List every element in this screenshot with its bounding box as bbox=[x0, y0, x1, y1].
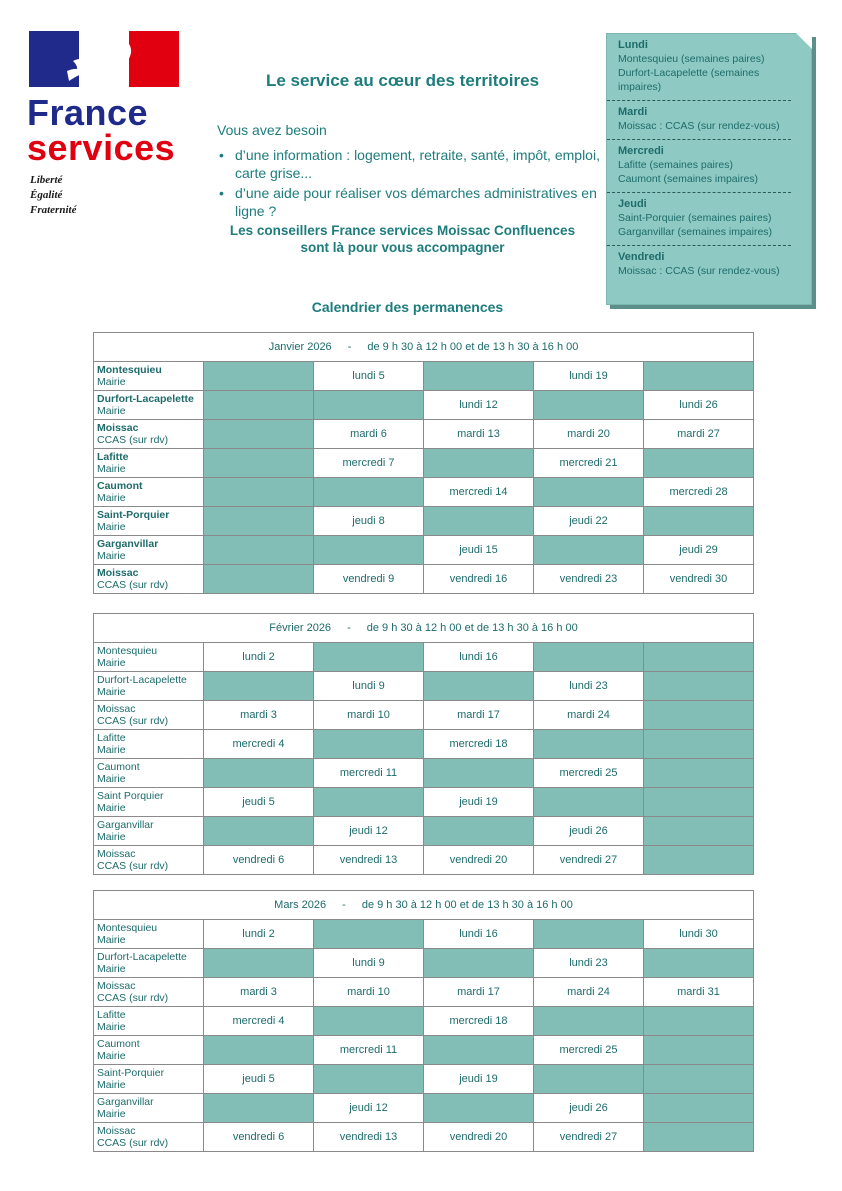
empty-slot-cell bbox=[204, 1094, 314, 1123]
location-name: Garganvillar bbox=[97, 538, 159, 550]
table-row bbox=[94, 672, 754, 701]
empty-slot-cell bbox=[644, 1123, 754, 1152]
empty-slot-cell bbox=[644, 1065, 754, 1094]
empty-slot-cell bbox=[534, 920, 644, 949]
location-cell bbox=[94, 565, 204, 594]
schedule-block-1 bbox=[607, 101, 791, 140]
empty-slot-cell bbox=[644, 759, 754, 788]
empty-slot-cell bbox=[644, 949, 754, 978]
location-name: Lafitte bbox=[97, 451, 129, 463]
date-cell: mardi 24 bbox=[534, 701, 644, 730]
location-venue: CCAS (sur rdv) bbox=[97, 715, 169, 727]
motto-liberte: Liberté bbox=[30, 174, 63, 186]
location-name: Saint Porquier bbox=[97, 790, 164, 802]
weekly-schedule-panel bbox=[606, 33, 812, 305]
location-cell bbox=[94, 449, 204, 478]
table-row bbox=[94, 949, 754, 978]
empty-slot-cell bbox=[424, 759, 534, 788]
location-venue: CCAS (sur rdv) bbox=[97, 434, 169, 446]
date-cell: mercredi 25 bbox=[534, 1036, 644, 1065]
date-cell: mercredi 28 bbox=[644, 478, 754, 507]
date-cell: lundi 23 bbox=[534, 672, 644, 701]
location-venue: Mairie bbox=[97, 934, 126, 946]
table-row bbox=[94, 1094, 754, 1123]
location-cell bbox=[94, 420, 204, 449]
schedule-block-3 bbox=[607, 193, 791, 246]
location-name: Durfort-Lacapelette bbox=[97, 393, 194, 405]
location-venue: Mairie bbox=[97, 1050, 126, 1062]
date-cell: mardi 3 bbox=[204, 978, 314, 1007]
schedule-day: Mercredi bbox=[618, 145, 664, 157]
date-cell: mardi 10 bbox=[314, 978, 424, 1007]
date-cell: lundi 23 bbox=[534, 949, 644, 978]
page-headline: Le service au cœur des territoires bbox=[265, 71, 540, 90]
empty-slot-cell bbox=[424, 362, 534, 391]
date-cell: jeudi 19 bbox=[424, 1065, 534, 1094]
month-header bbox=[94, 333, 754, 362]
empty-slot-cell bbox=[314, 1007, 424, 1036]
table-row bbox=[94, 507, 754, 536]
location-cell bbox=[94, 817, 204, 846]
empty-slot-cell bbox=[314, 391, 424, 420]
date-cell: lundi 2 bbox=[204, 643, 314, 672]
date-cell: vendredi 27 bbox=[534, 846, 644, 875]
month-header-hours: de 9 h 30 à 12 h 00 et de 13 h 30 à 16 h 00 bbox=[367, 341, 579, 353]
location-venue: Mairie bbox=[97, 831, 126, 843]
location-cell bbox=[94, 1007, 204, 1036]
date-cell: mercredi 18 bbox=[424, 1007, 534, 1036]
cta-line-1: Les conseillers France services Moissac Confluences bbox=[229, 223, 576, 238]
date-cell: mercredi 18 bbox=[424, 730, 534, 759]
location-name: Moissac bbox=[97, 980, 136, 992]
location-name: Caumont bbox=[97, 480, 143, 492]
location-cell bbox=[94, 536, 204, 565]
date-cell: mercredi 21 bbox=[534, 449, 644, 478]
empty-slot-cell bbox=[534, 730, 644, 759]
location-name: Garganvillar bbox=[97, 819, 154, 831]
location-name: Saint-Porquier bbox=[97, 1067, 165, 1079]
date-cell: jeudi 5 bbox=[204, 788, 314, 817]
location-name: Moissac bbox=[97, 1125, 136, 1137]
table-row bbox=[94, 1007, 754, 1036]
schedule-block-0 bbox=[607, 34, 791, 101]
date-cell: vendredi 13 bbox=[314, 846, 424, 875]
empty-slot-cell bbox=[424, 507, 534, 536]
empty-slot-cell bbox=[314, 730, 424, 759]
location-cell bbox=[94, 846, 204, 875]
location-cell bbox=[94, 507, 204, 536]
date-cell: mardi 13 bbox=[424, 420, 534, 449]
date-cell: mardi 20 bbox=[534, 420, 644, 449]
empty-slot-cell bbox=[424, 949, 534, 978]
date-cell: mardi 6 bbox=[314, 420, 424, 449]
table-row bbox=[94, 920, 754, 949]
date-cell: jeudi 15 bbox=[424, 536, 534, 565]
empty-slot-cell bbox=[204, 391, 314, 420]
date-cell: jeudi 5 bbox=[204, 1065, 314, 1094]
schedule-location: Lafitte (semaines paires) bbox=[618, 159, 733, 171]
schedule-location: Saint-Porquier (semaines paires) bbox=[618, 212, 772, 224]
empty-slot-cell bbox=[644, 846, 754, 875]
date-cell: jeudi 22 bbox=[534, 507, 644, 536]
empty-slot-cell bbox=[644, 1094, 754, 1123]
schedule-day: Vendredi bbox=[618, 251, 665, 263]
needs-list bbox=[217, 146, 607, 222]
location-name: Montesquieu bbox=[97, 364, 162, 376]
table-row bbox=[94, 1065, 754, 1094]
marianne-logo bbox=[29, 31, 179, 87]
location-cell bbox=[94, 1094, 204, 1123]
date-cell: vendredi 20 bbox=[424, 1123, 534, 1152]
location-name: Caumont bbox=[97, 1038, 140, 1050]
empty-slot-cell bbox=[204, 507, 314, 536]
location-cell bbox=[94, 759, 204, 788]
date-cell: jeudi 8 bbox=[314, 507, 424, 536]
empty-slot-cell bbox=[644, 730, 754, 759]
date-cell: mardi 3 bbox=[204, 701, 314, 730]
month-header-dash: - bbox=[347, 622, 351, 634]
table-row bbox=[94, 759, 754, 788]
date-cell: vendredi 16 bbox=[424, 565, 534, 594]
empty-slot-cell bbox=[424, 817, 534, 846]
table-row bbox=[94, 449, 754, 478]
location-venue: Mairie bbox=[97, 405, 126, 417]
date-cell: mercredi 4 bbox=[204, 1007, 314, 1036]
table-row bbox=[94, 420, 754, 449]
motto-egalite: Égalité bbox=[30, 189, 63, 201]
month-header bbox=[94, 891, 754, 920]
location-cell bbox=[94, 478, 204, 507]
location-cell bbox=[94, 920, 204, 949]
empty-slot-cell bbox=[424, 672, 534, 701]
location-venue: Mairie bbox=[97, 492, 126, 504]
empty-slot-cell bbox=[424, 1036, 534, 1065]
date-cell: jeudi 26 bbox=[534, 1094, 644, 1123]
location-venue: Mairie bbox=[97, 521, 126, 533]
needs-list-item: • d’une aide pour réaliser vos démarches administratives en ligne ? bbox=[217, 184, 607, 220]
call-to-action bbox=[205, 222, 600, 256]
table-row bbox=[94, 788, 754, 817]
date-cell: mardi 24 bbox=[534, 978, 644, 1007]
date-cell: lundi 12 bbox=[424, 391, 534, 420]
date-cell: mardi 31 bbox=[644, 978, 754, 1007]
empty-slot-cell bbox=[534, 536, 644, 565]
date-cell: vendredi 9 bbox=[314, 565, 424, 594]
location-venue: Mairie bbox=[97, 963, 126, 975]
location-venue: CCAS (sur rdv) bbox=[97, 860, 169, 872]
location-cell bbox=[94, 362, 204, 391]
location-cell bbox=[94, 1065, 204, 1094]
date-cell: lundi 2 bbox=[204, 920, 314, 949]
date-cell: mercredi 14 bbox=[424, 478, 534, 507]
date-cell: lundi 5 bbox=[314, 362, 424, 391]
location-venue: Mairie bbox=[97, 744, 126, 756]
month-header-month: Janvier 2026 bbox=[268, 341, 332, 353]
location-cell bbox=[94, 788, 204, 817]
location-cell bbox=[94, 730, 204, 759]
table-row bbox=[94, 817, 754, 846]
empty-slot-cell bbox=[204, 420, 314, 449]
date-cell: mercredi 25 bbox=[534, 759, 644, 788]
location-cell bbox=[94, 1123, 204, 1152]
location-venue: Mairie bbox=[97, 1021, 126, 1033]
empty-slot-cell bbox=[644, 672, 754, 701]
location-cell bbox=[94, 1036, 204, 1065]
schedule-block-4 bbox=[607, 246, 791, 284]
location-venue: Mairie bbox=[97, 686, 126, 698]
location-name: Moissac bbox=[97, 848, 136, 860]
calendar-title: Calendrier des permanences bbox=[311, 299, 504, 315]
date-cell: mercredi 11 bbox=[314, 759, 424, 788]
location-cell bbox=[94, 391, 204, 420]
empty-slot-cell bbox=[534, 1007, 644, 1036]
empty-slot-cell bbox=[644, 817, 754, 846]
location-cell bbox=[94, 672, 204, 701]
location-venue: Mairie bbox=[97, 463, 126, 475]
location-venue: Mairie bbox=[97, 550, 126, 562]
empty-slot-cell bbox=[534, 643, 644, 672]
schedule-location: Caumont (semaines impaires) bbox=[618, 173, 759, 185]
republic-motto bbox=[30, 173, 76, 218]
date-cell: mercredi 4 bbox=[204, 730, 314, 759]
date-cell: mardi 17 bbox=[424, 978, 534, 1007]
empty-slot-cell bbox=[534, 1065, 644, 1094]
location-venue: Mairie bbox=[97, 802, 126, 814]
empty-slot-cell bbox=[314, 788, 424, 817]
empty-slot-cell bbox=[204, 536, 314, 565]
month-header-month: Février 2026 bbox=[269, 622, 332, 634]
date-cell: lundi 16 bbox=[424, 920, 534, 949]
date-cell: vendredi 23 bbox=[534, 565, 644, 594]
date-cell: vendredi 6 bbox=[204, 1123, 314, 1152]
table-row bbox=[94, 978, 754, 1007]
empty-slot-cell bbox=[314, 1065, 424, 1094]
location-name: Moissac bbox=[97, 567, 139, 579]
date-cell: vendredi 13 bbox=[314, 1123, 424, 1152]
schedule-day: Lundi bbox=[618, 39, 648, 51]
empty-slot-cell bbox=[644, 1007, 754, 1036]
month-header-dash: - bbox=[347, 341, 352, 353]
date-cell: jeudi 26 bbox=[534, 817, 644, 846]
location-name: Caumont bbox=[97, 761, 140, 773]
location-name: Montesquieu bbox=[97, 645, 158, 657]
intro-text: Vous avez besoin bbox=[217, 122, 327, 138]
date-cell: mercredi 7 bbox=[314, 449, 424, 478]
empty-slot-cell bbox=[204, 1036, 314, 1065]
empty-slot-cell bbox=[204, 478, 314, 507]
date-cell: mardi 10 bbox=[314, 701, 424, 730]
location-venue: Mairie bbox=[97, 1108, 126, 1120]
location-venue: CCAS (sur rdv) bbox=[97, 579, 169, 591]
month-calendar-table bbox=[93, 332, 754, 594]
table-row bbox=[94, 1036, 754, 1065]
date-cell: jeudi 19 bbox=[424, 788, 534, 817]
table-row bbox=[94, 391, 754, 420]
motto-fraternite: Fraternité bbox=[30, 204, 77, 216]
table-row bbox=[94, 478, 754, 507]
schedule-location: Garganvillar (semaines impaires) bbox=[618, 226, 773, 238]
empty-slot-cell bbox=[204, 565, 314, 594]
location-name: Moissac bbox=[97, 422, 139, 434]
date-cell: vendredi 20 bbox=[424, 846, 534, 875]
empty-slot-cell bbox=[204, 949, 314, 978]
empty-slot-cell bbox=[644, 449, 754, 478]
date-cell: lundi 26 bbox=[644, 391, 754, 420]
table-row bbox=[94, 730, 754, 759]
location-cell bbox=[94, 643, 204, 672]
empty-slot-cell bbox=[204, 362, 314, 391]
schedule-block-2 bbox=[607, 140, 791, 193]
brand-france: France bbox=[27, 92, 149, 133]
schedule-day: Mardi bbox=[618, 106, 648, 118]
location-venue: Mairie bbox=[97, 1079, 126, 1091]
table-row bbox=[94, 846, 754, 875]
table-row bbox=[94, 643, 754, 672]
location-venue: Mairie bbox=[97, 657, 126, 669]
date-cell: lundi 16 bbox=[424, 643, 534, 672]
empty-slot-cell bbox=[204, 759, 314, 788]
empty-slot-cell bbox=[204, 449, 314, 478]
table-row bbox=[94, 536, 754, 565]
schedule-location: Moissac : CCAS (sur rendez-vous) bbox=[618, 120, 780, 132]
month-header-month: Mars 2026 bbox=[274, 899, 327, 911]
empty-slot-cell bbox=[644, 507, 754, 536]
schedule-location: Moissac : CCAS (sur rendez-vous) bbox=[618, 265, 780, 277]
empty-slot-cell bbox=[644, 788, 754, 817]
location-name: Durfort-Lacapelette bbox=[97, 674, 187, 686]
location-venue: CCAS (sur rdv) bbox=[97, 992, 169, 1004]
month-calendar-table bbox=[93, 890, 754, 1152]
empty-slot-cell bbox=[534, 391, 644, 420]
location-venue: CCAS (sur rdv) bbox=[97, 1137, 169, 1149]
location-name: Lafitte bbox=[97, 1009, 126, 1021]
empty-slot-cell bbox=[534, 788, 644, 817]
location-name: Garganvillar bbox=[97, 1096, 154, 1108]
location-venue: Mairie bbox=[97, 773, 126, 785]
empty-slot-cell bbox=[314, 478, 424, 507]
table-row bbox=[94, 1123, 754, 1152]
schedule-location: Durfort-Lacapelette (semaines impaires) bbox=[618, 67, 760, 93]
date-cell: lundi 19 bbox=[534, 362, 644, 391]
empty-slot-cell bbox=[424, 1094, 534, 1123]
empty-slot-cell bbox=[644, 701, 754, 730]
month-calendar-table bbox=[93, 613, 754, 875]
empty-slot-cell bbox=[644, 643, 754, 672]
location-cell bbox=[94, 949, 204, 978]
schedule-day: Jeudi bbox=[618, 198, 647, 210]
location-cell bbox=[94, 701, 204, 730]
month-header-hours: de 9 h 30 à 12 h 00 et de 13 h 30 à 16 h 00 bbox=[366, 622, 578, 634]
table-row bbox=[94, 362, 754, 391]
date-cell: vendredi 6 bbox=[204, 846, 314, 875]
empty-slot-cell bbox=[644, 362, 754, 391]
location-venue: Mairie bbox=[97, 376, 126, 388]
table-row bbox=[94, 701, 754, 730]
date-cell: lundi 9 bbox=[314, 949, 424, 978]
empty-slot-cell bbox=[204, 817, 314, 846]
empty-slot-cell bbox=[644, 1036, 754, 1065]
month-header bbox=[94, 614, 754, 643]
date-cell: vendredi 30 bbox=[644, 565, 754, 594]
empty-slot-cell bbox=[314, 536, 424, 565]
location-cell bbox=[94, 978, 204, 1007]
brand-services: services bbox=[27, 127, 176, 168]
date-cell: jeudi 12 bbox=[314, 1094, 424, 1123]
date-cell: mardi 27 bbox=[644, 420, 754, 449]
location-name: Montesquieu bbox=[97, 922, 158, 934]
empty-slot-cell bbox=[424, 449, 534, 478]
month-header-hours: de 9 h 30 à 12 h 00 et de 13 h 30 à 16 h 00 bbox=[361, 899, 573, 911]
date-cell: vendredi 27 bbox=[534, 1123, 644, 1152]
table-row bbox=[94, 565, 754, 594]
empty-slot-cell bbox=[314, 643, 424, 672]
empty-slot-cell bbox=[204, 672, 314, 701]
empty-slot-cell bbox=[314, 920, 424, 949]
empty-slot-cell bbox=[534, 478, 644, 507]
date-cell: jeudi 12 bbox=[314, 817, 424, 846]
needs-list-item: • d’une information : logement, retraite, santé, impôt, emploi, carte grise... bbox=[217, 146, 607, 182]
date-cell: jeudi 29 bbox=[644, 536, 754, 565]
date-cell: mardi 17 bbox=[424, 701, 534, 730]
location-name: Moissac bbox=[97, 703, 136, 715]
month-header-dash: - bbox=[342, 899, 346, 911]
date-cell: lundi 30 bbox=[644, 920, 754, 949]
location-name: Saint-Porquier bbox=[97, 509, 170, 521]
date-cell: lundi 9 bbox=[314, 672, 424, 701]
schedule-location: Montesquieu (semaines paires) bbox=[618, 53, 765, 65]
date-cell: mercredi 11 bbox=[314, 1036, 424, 1065]
location-name: Durfort-Lacapelette bbox=[97, 951, 187, 963]
location-name: Lafitte bbox=[97, 732, 126, 744]
cta-line-2: sont là pour vous accompagner bbox=[300, 240, 505, 255]
